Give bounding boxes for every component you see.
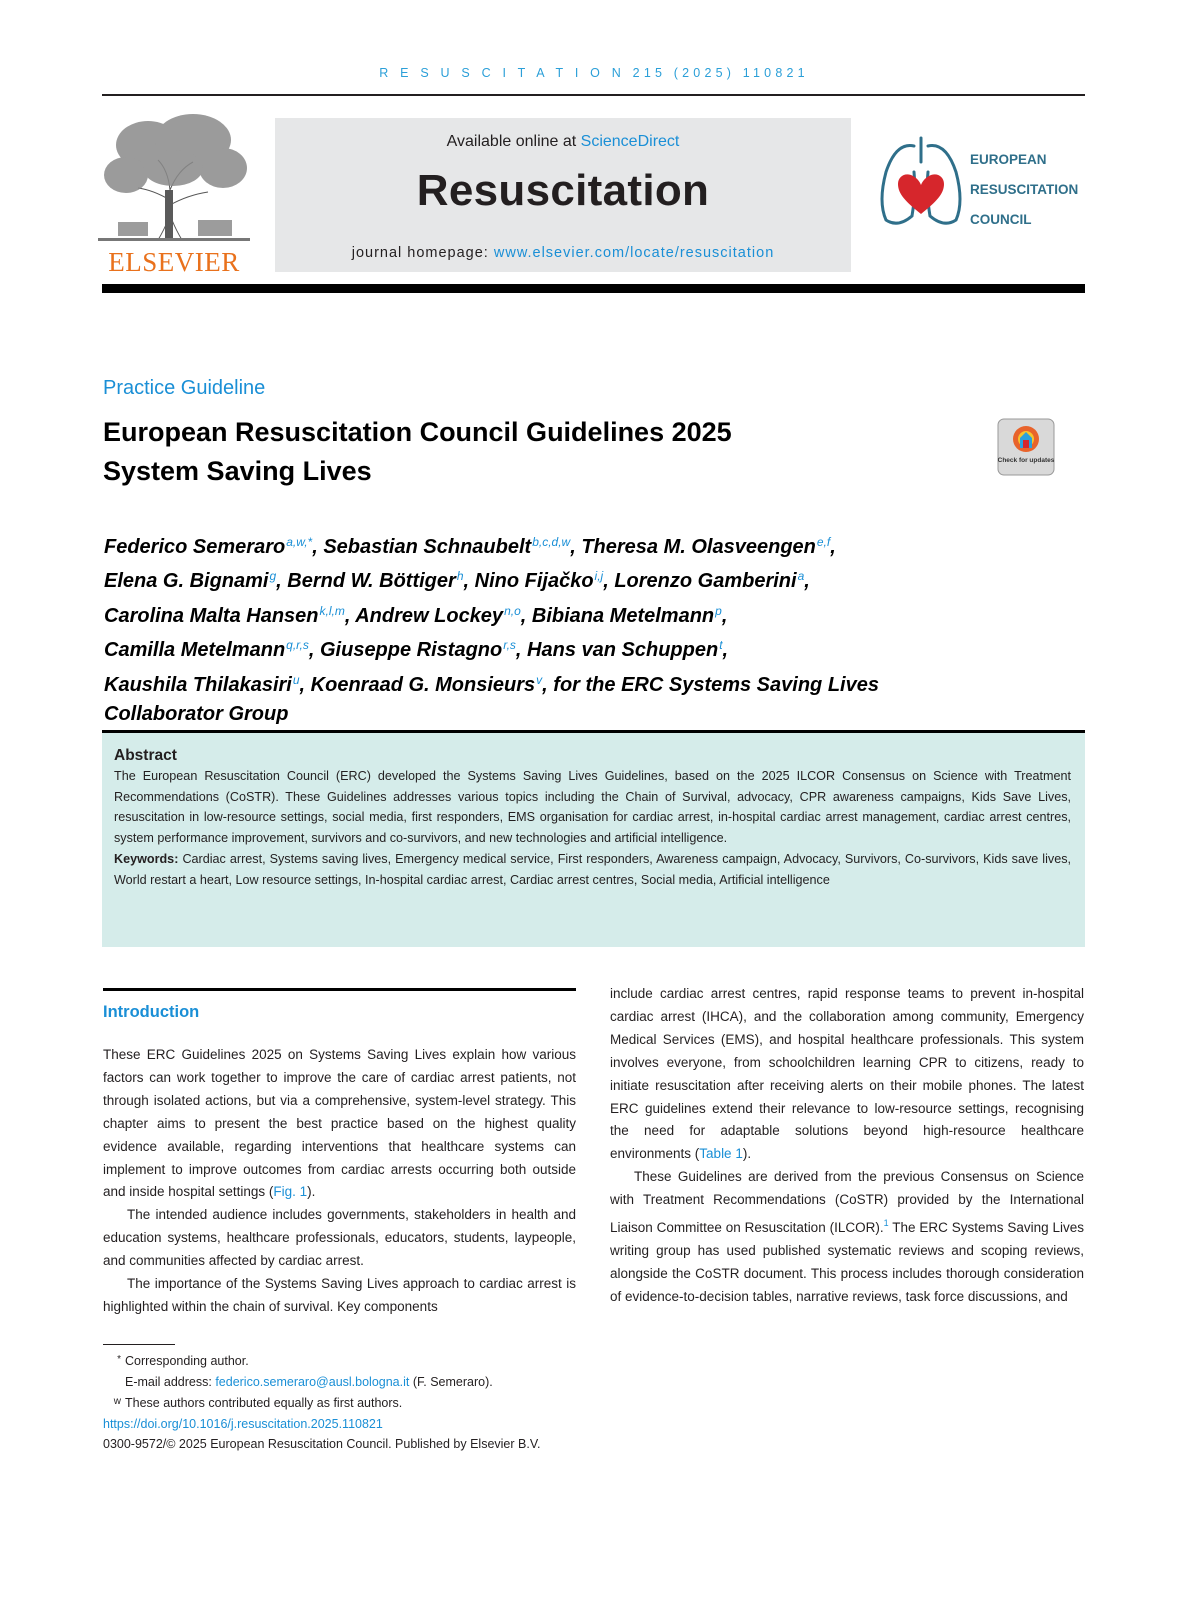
- author[interactable]: Giuseppe Ristagno$^{r,s}$: [319, 638, 516, 662]
- intro-paragraph-3: The importance of the Systems Saving Lives approach to cardiac arrest is highlighted within the chain of survival. Key components: [103, 1276, 576, 1314]
- author[interactable]: Bibiana Metelmann$^p$: [531, 603, 722, 627]
- introduction-heading: Introduction: [103, 1003, 200, 1021]
- masthead-rule: [102, 284, 1085, 293]
- abstract-text: The European Resuscitation Council (ERC) developed the Systems Saving Lives Guidelines, based on the 2025 ILCOR Consensus on Science with Treatment Recommendations (CoSTR). These Guidelines addresses various topics including the Chain of Survival, advocacy, CPR awareness campaigns, Kids Save Lives, resuscitation in low-resource settings, social media, first responders, EMS organisation for cardiac arrest, in-hospital cardiac arrest management, cardiac arrest centres, system performance improvement, survivors and co-survivors, and new technologies and artificial intelligence.: [114, 769, 1071, 846]
- abstract-box: [102, 730, 1085, 947]
- author-affiliation: a,w,*: [286, 535, 313, 549]
- tree-icon: [98, 110, 250, 245]
- footnote-rule: [103, 1344, 175, 1345]
- author-group-cont: Collaborator Group: [104, 703, 289, 726]
- elsevier-wordmark: ELSEVIER: [108, 247, 240, 277]
- erc-line-2: RESUSCITATION: [970, 182, 1079, 197]
- footnote-marker: *: [117, 1354, 121, 1365]
- author-affiliation: n,o: [504, 603, 521, 618]
- article-type: Practice Guideline: [103, 377, 266, 399]
- author[interactable]: Federico Semeraro$^{a,w,*}$: [104, 535, 313, 558]
- footnote-email: E-mail address: federico.semeraro@ausl.bologna.it (F. Semeraro).: [125, 1374, 493, 1389]
- reference-1-link[interactable]: 1: [883, 1218, 889, 1229]
- crossmark-label: Check for updates: [997, 457, 1055, 464]
- erc-logo[interactable]: [876, 132, 1086, 232]
- erc-line-1: EUROPEAN: [970, 152, 1047, 167]
- running-head: R E S U S C I T A T I O N 215 (2025) 110821: [379, 66, 809, 80]
- author[interactable]: Koenraad G. Monsieurs$^v$: [310, 672, 543, 696]
- author-affiliation: g: [269, 569, 277, 584]
- table1-link[interactable]: Table 1: [699, 1146, 743, 1162]
- journal-title: Resuscitation: [416, 166, 710, 215]
- author[interactable]: Elena G. Bignami$^g$: [104, 569, 277, 593]
- check-for-updates-badge[interactable]: [997, 418, 1055, 476]
- right-column: [610, 983, 1084, 1309]
- footnote-equal-contribution: w These authors contributed equally as first authors.: [103, 1392, 803, 1414]
- keywords: [114, 849, 1071, 890]
- intro-paragraph-3-cont: include cardiac arrest centres, rapid response teams to prevent in-hospital cardiac arrest (IHCA), and the collaboration among community, Emergency Medical Services (EMS), and hospital healthcare professionals. This system involves everyone, from schoolchildren learning CPR to citizens, ready to initiate resuscitation after receiving alerts on their mobile phones. The latest ERC guidelines extend their relevance to low-resource settings, recognising the need for adaptable solutions beyond high-resource healthcare environments (Table 1).: [610, 986, 1084, 1162]
- author-affiliation: a: [797, 569, 805, 584]
- author-affiliation: q,r,s: [286, 638, 309, 653]
- keywords-list: Cardiac arrest, Systems saving lives, Emergency medical service, First responders, Awareness campaign, Advocacy, Survivors, Co-survivors, Kids save lives, World restart a heart, Low resource settings, In-hospital cardiac arrest, Cardiac arrest centres, Social media, Artificial intelligence: [114, 851, 1072, 887]
- author-affiliation: t: [719, 638, 723, 653]
- erc-line-3: COUNCIL: [970, 212, 1032, 227]
- doi-link[interactable]: https://doi.org/10.1016/j.resuscitation.2025.110821: [103, 1416, 383, 1431]
- header-rule: [102, 94, 1085, 96]
- abstract-heading: Abstract: [114, 747, 177, 764]
- elsevier-logo[interactable]: [98, 110, 250, 275]
- author[interactable]: Hans van Schuppen$^t$: [527, 638, 723, 662]
- author-group: for the ERC Systems Saving Lives: [553, 673, 879, 696]
- footnote-marker: w: [113, 1396, 121, 1407]
- article-title: [103, 413, 963, 491]
- intro-paragraph-2: The intended audience includes governments, stakeholders in health and education systems, healthcare professionals, educators, students, laypeople, and communities affected by cardiac arrest.: [103, 1207, 576, 1269]
- erc-logo-text: [970, 145, 1078, 235]
- sciencedirect-link[interactable]: ScienceDirect: [580, 133, 680, 150]
- footnotes: [103, 1350, 803, 1455]
- author[interactable]: Kaushila Thilakasiri$^u$: [104, 672, 300, 696]
- author-list: Federico Semeraro$^{a,w,*}$, Sebastian Schnaubelt$^{b,c,d,w}$, Theresa M. Olasveengen$^{e,f}$, Elena G. Bignami$^g$, Bernd W. Böttiger$^h$, Nino Fijačko$^{i,j}$, Lorenzo Gamberini$^a$, Carolina Malta Hansen$^{k,l,m}$, Andrew Lockey$^{n,o}$, Bibiana Metelmann$^p$, Camilla Metelmann$^{q,r,s}$, Giuseppe Ristagno$^{r,s}$, Hans van Schuppen$^t$, Kaushila Thilakasiri$^u$, Koenraad G. Monsieurs$^v$, for the ERC Systems Saving Lives Collaborator Group: [104, 535, 879, 726]
- homepage-link[interactable]: www.elsevier.com/locate/resuscitation: [493, 245, 775, 261]
- intro-paragraph-4: These Guidelines are derived from the previous Consensus on Science with Treatment Recommendations (CoSTR) provided by the International Liaison Committee on Resuscitation (ILCOR).$^1$ The ERC Systems Saving Lives writing group has used published systematic reviews and scoping reviews, alongside the CoSTR document. This process includes thorough consideration of evidence-to-decision tables, narrative reviews, task force discussions, and: [610, 1169, 1085, 1304]
- journal-homepage: [275, 245, 851, 261]
- author-affiliation: r,s: [503, 638, 516, 653]
- left-column: [103, 988, 576, 1319]
- keywords-label: Keywords:: [114, 851, 179, 866]
- journal-masthead: [275, 118, 851, 272]
- title-line-2: System Saving Lives: [103, 456, 372, 486]
- author-affiliation: k,l,m: [319, 603, 345, 618]
- author-affiliation: i,j: [594, 569, 604, 584]
- copyright: 0300-9572/© 2025 European Resuscitation Council. Published by Elsevier B.V.: [103, 1437, 541, 1451]
- homepage-prefix: journal homepage:: [351, 245, 494, 261]
- author[interactable]: Carolina Malta Hansen$^{k,l,m}$: [104, 603, 345, 627]
- footnote-corresponding: * Corresponding author.: [103, 1350, 803, 1372]
- fig1-link[interactable]: Fig. 1: [273, 1184, 308, 1200]
- intro-paragraph-1: These ERC Guidelines 2025 on Systems Saving Lives explain how various factors can work together to improve the care of cardiac arrest patients, not through isolated actions, but via a comprehensive, system-level strategy. This chapter aims to present the best practice based on the highest quality evidence available, regarding interventions that healthcare systems can implement to improve outcomes from cardiac arrests occurring both outside and inside hospital settings (Fig. 1).: [103, 1047, 576, 1200]
- crossmark-icon: [997, 418, 1055, 476]
- author[interactable]: Camilla Metelmann$^{q,r,s}$: [104, 638, 309, 662]
- author-affiliation: h: [456, 569, 464, 584]
- email-link[interactable]: federico.semeraro@ausl.bologna.it: [215, 1374, 410, 1389]
- author[interactable]: Andrew Lockey$^{n,o}$: [355, 603, 521, 627]
- author[interactable]: Bernd W. Böttiger$^h$: [287, 569, 464, 593]
- author[interactable]: Lorenzo Gamberini$^a$: [614, 569, 805, 593]
- lungs-heart-icon: [876, 132, 966, 232]
- section-rule: [103, 988, 576, 991]
- author[interactable]: Theresa M. Olasveengen$^{e,f}$: [581, 535, 831, 558]
- author-affiliation: p: [715, 603, 722, 618]
- author[interactable]: Nino Fijačko$^{i,j}$: [474, 569, 604, 593]
- title-line-1: European Resuscitation Council Guidelines 2025: [103, 417, 732, 447]
- author-affiliation: v: [536, 672, 543, 687]
- available-online: [275, 133, 851, 151]
- available-prefix: Available online at: [446, 133, 581, 150]
- author-affiliation: b,c,d,w: [532, 535, 571, 549]
- author-affiliation: e,f: [816, 535, 831, 549]
- author[interactable]: Sebastian Schnaubelt$^{b,c,d,w}$: [323, 535, 571, 558]
- author-affiliation: u: [292, 672, 300, 687]
